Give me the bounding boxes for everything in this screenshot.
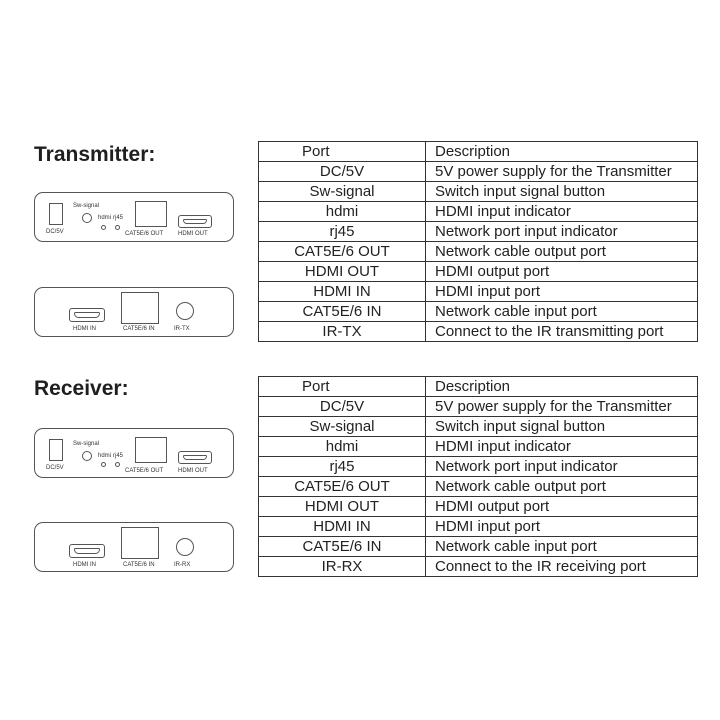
port-cell: rj45: [259, 457, 426, 477]
port-cell: CAT5E/6 IN: [259, 537, 426, 557]
description-cell: HDMI output port: [426, 262, 698, 282]
description-cell: HDMI output port: [426, 497, 698, 517]
table-row: [259, 262, 698, 282]
description-cell: Switch input signal button: [426, 182, 698, 202]
table-row: [259, 162, 698, 182]
hdmi-indicator-label: hdmi: [98, 453, 112, 459]
port-cell: HDMI IN: [259, 517, 426, 537]
port-cell: CAT5E/6 IN: [259, 302, 426, 322]
table-row: [259, 222, 698, 242]
receiver-front-panel: [34, 428, 234, 478]
port-cell: CAT5E/6 OUT: [259, 477, 426, 497]
port-cell: IR-RX: [259, 557, 426, 577]
rj45-indicator-led: [115, 462, 120, 467]
ir-rx-label: IR-RX: [174, 562, 191, 568]
rj45-indicator-label: rj45: [113, 453, 124, 459]
port-header: Port: [259, 377, 426, 397]
port-cell: HDMI IN: [259, 282, 426, 302]
description-cell: 5V power supply for the Transmitter: [426, 162, 698, 182]
sw-signal-label: Sw-signal: [73, 441, 100, 447]
port-cell: Sw-signal: [259, 417, 426, 437]
table-row: [259, 302, 698, 322]
port-cell: DC/5V: [259, 162, 426, 182]
cat-in-label: CAT5E/6 IN: [123, 326, 155, 332]
transmitter-port-table: [258, 141, 698, 342]
table-row: [259, 202, 698, 222]
port-cell: hdmi: [259, 202, 426, 222]
table-row: [259, 182, 698, 202]
description-cell: 5V power supply for the Transmitter: [426, 397, 698, 417]
sw-signal-button: [82, 213, 92, 223]
cat-out-label: CAT5E/6 OUT: [125, 468, 164, 474]
table-row: [259, 397, 698, 417]
dc-label: DC/5V: [46, 229, 64, 235]
hdmi-in-label: HDMI IN: [73, 562, 96, 568]
port-cell: Sw-signal: [259, 182, 426, 202]
port-cell: rj45: [259, 222, 426, 242]
table-row: [259, 437, 698, 457]
ir-rx-port: [176, 538, 194, 556]
description-cell: Network port input indicator: [426, 457, 698, 477]
description-cell: Network cable output port: [426, 242, 698, 262]
hdmi-out-label: HDMI OUT: [178, 468, 208, 474]
hdmi-indicator-label: hdmi: [98, 215, 112, 221]
port-cell: DC/5V: [259, 397, 426, 417]
cat-out-port: [135, 201, 167, 227]
receiver-title: Receiver:: [34, 377, 129, 400]
dc-power-jack: [49, 203, 63, 225]
table-row: [259, 557, 698, 577]
table-header-row: [259, 142, 698, 162]
hdmi-in-port: [69, 308, 105, 322]
rj45-indicator-label: rj45: [113, 215, 124, 221]
receiver-rear-panel: [34, 522, 234, 572]
port-cell: hdmi: [259, 437, 426, 457]
description-cell: Network cable input port: [426, 302, 698, 322]
description-header: Description: [426, 142, 698, 162]
table-row: [259, 242, 698, 262]
description-cell: HDMI input indicator: [426, 437, 698, 457]
description-cell: Network cable output port: [426, 477, 698, 497]
table-row: [259, 322, 698, 342]
table-row: [259, 497, 698, 517]
ir-tx-port: [176, 302, 194, 320]
description-cell: Switch input signal button: [426, 417, 698, 437]
hdmi-out-port: [178, 451, 212, 464]
hdmi-in-port: [69, 544, 105, 558]
description-cell: HDMI input indicator: [426, 202, 698, 222]
description-cell: HDMI input port: [426, 517, 698, 537]
port-cell: IR-TX: [259, 322, 426, 342]
hdmi-indicator-led: [101, 225, 106, 230]
cat-in-label: CAT5E/6 IN: [123, 562, 155, 568]
description-cell: Network cable input port: [426, 537, 698, 557]
table-row: [259, 282, 698, 302]
hdmi-out-port: [178, 215, 212, 228]
transmitter-title: Transmitter:: [34, 143, 156, 166]
dc-power-jack: [49, 439, 63, 461]
table-row: [259, 417, 698, 437]
description-cell: Connect to the IR receiving port: [426, 557, 698, 577]
table-row: [259, 477, 698, 497]
table-row: [259, 517, 698, 537]
cat-in-port: [121, 292, 159, 324]
sw-signal-button: [82, 451, 92, 461]
sw-signal-label: Sw-signal: [73, 203, 100, 209]
port-cell: HDMI OUT: [259, 262, 426, 282]
description-cell: Connect to the IR transmitting port: [426, 322, 698, 342]
port-header: Port: [259, 142, 426, 162]
cat-out-label: CAT5E/6 OUT: [125, 231, 164, 237]
description-header: Description: [426, 377, 698, 397]
receiver-port-table: [258, 376, 698, 577]
hdmi-indicator-led: [101, 462, 106, 467]
hdmi-out-label: HDMI OUT: [178, 231, 208, 237]
rj45-indicator-led: [115, 225, 120, 230]
description-cell: Network port input indicator: [426, 222, 698, 242]
transmitter-rear-panel: [34, 287, 234, 337]
table-header-row: [259, 377, 698, 397]
cat-in-port: [121, 527, 159, 559]
transmitter-front-panel: [34, 192, 234, 242]
description-cell: HDMI input port: [426, 282, 698, 302]
port-cell: HDMI OUT: [259, 497, 426, 517]
table-row: [259, 537, 698, 557]
cat-out-port: [135, 437, 167, 463]
dc-label: DC/5V: [46, 465, 64, 471]
table-row: [259, 457, 698, 477]
ir-tx-label: IR-TX: [174, 326, 190, 332]
hdmi-in-label: HDMI IN: [73, 326, 96, 332]
port-cell: CAT5E/6 OUT: [259, 242, 426, 262]
